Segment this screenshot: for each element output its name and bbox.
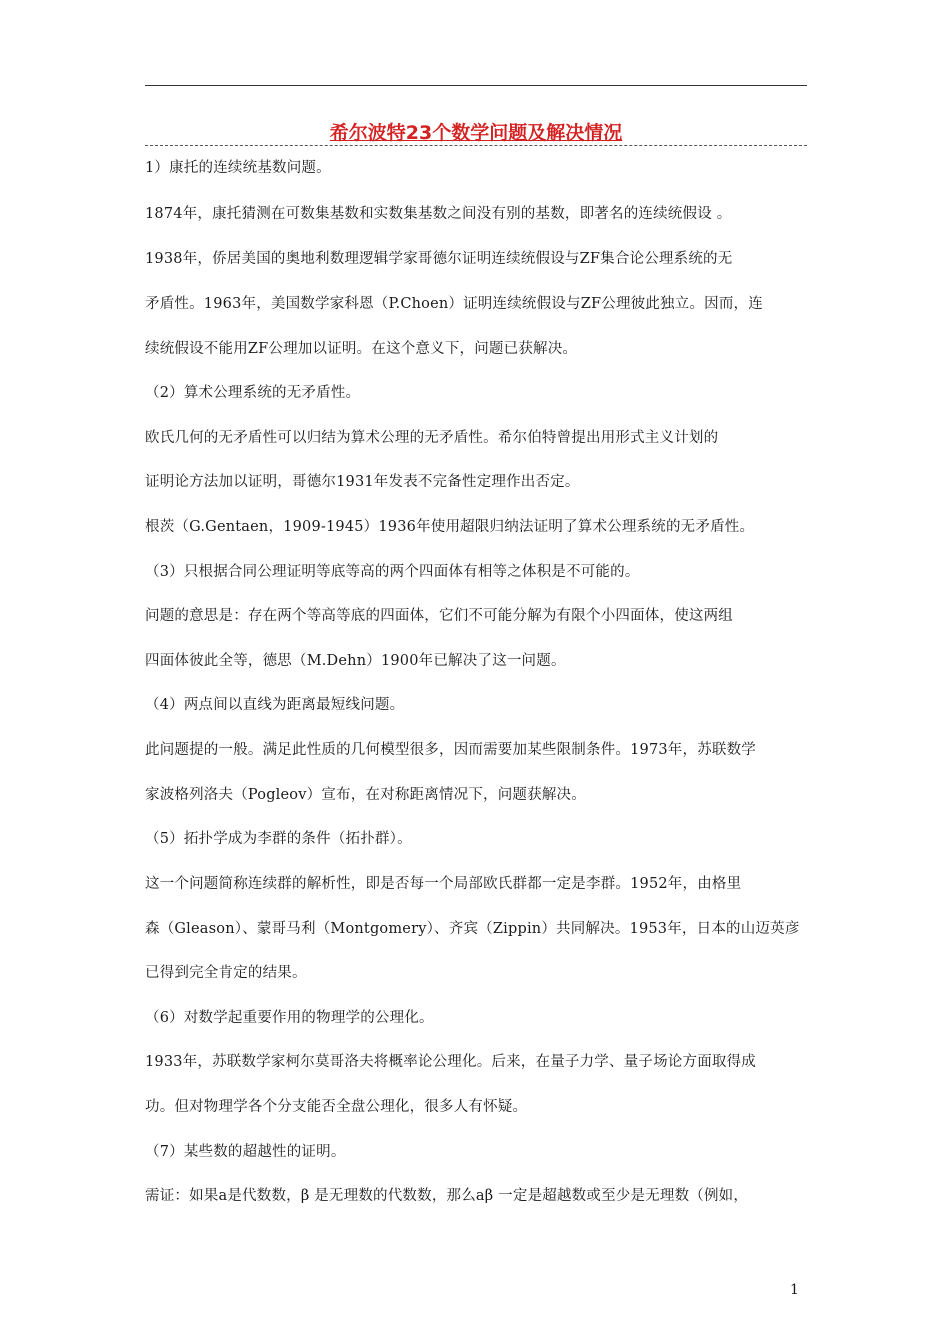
text-line: 1938年，侨居美国的奥地利数理逻辑学家哥德尔证明连续统假设与ZF集合论公理系统的无 [145,251,733,267]
text-line: 欧氏几何的无矛盾性可以归结为算术公理的无矛盾性。希尔伯特曾提出用形式主义计划的 [145,430,719,446]
text-line: （5）拓扑学成为李群的条件（拓扑群）。 [145,831,412,847]
text-line: （2）算术公理系统的无矛盾性。 [145,385,361,401]
text-line: 1933年，苏联数学家柯尔莫哥洛夫将概率论公理化。后来，在量子力学、量子场论方面取得成 [145,1054,756,1070]
text-line: （6）对数学起重要作用的物理学的公理化。 [145,1010,434,1026]
text-line: 证明论方法加以证明，哥德尔1931年发表不完备性定理作出否定。 [145,474,580,490]
text-line: 1874年，康托猜测在可数集基数和实数集基数之间没有别的基数，即著名的连续统假设 。 [145,206,732,222]
text-line: 这一个问题简称连续群的解析性，即是否每一个局部欧氏群都一定是李群。1952年，由格里 [145,876,742,892]
header-rule [145,85,807,86]
text-line: 家波格列洛夫（Pogleov）宣布，在对称距离情况下，问题获解决。 [145,787,586,803]
page-number: 1 [790,1282,799,1298]
text-line: 四面体彼此全等，德思（M.Dehn）1900年已解决了这一问题。 [145,653,566,669]
text-line: （4）两点间以直线为距离最短线问题。 [145,697,405,713]
text-line: 问题的意思是：存在两个等高等底的四面体，它们不可能分解为有限个小四面体，使这两组 [145,608,733,624]
document-title: 希尔波特23个数学问题及解决情况 [329,122,623,144]
text-line: 续统假设不能用ZF公理加以证明。在这个意义下，问题已获解决。 [145,341,578,357]
text-line: 森（Gleason）、蒙哥马利（Montgomery）、齐宾（Zippin）共同解决。1953年，日本的山迈英彦 [145,921,800,937]
text-line: （3）只根据合同公理证明等底等高的两个四面体有相等之体积是不可能的。 [145,564,640,580]
text-line: 已得到完全肯定的结果。 [145,965,307,981]
text-line: 需证：如果a是代数数，β 是无理数的代数数，那么aβ 一定是超越数或至少是无理数（例如， [145,1188,749,1204]
text-line: 1）康托的连续统基数问题。 [145,160,331,176]
text-line: 功。但对物理学各个分支能否全盘公理化，很多人有怀疑。 [145,1099,528,1115]
title-block [145,120,807,150]
text-line: 矛盾性。1963年，美国数学家科恩（P.Choen）证明连续统假设与ZF公理彼此独立。因而，连 [145,296,763,312]
text-line: （7）某些数的超越性的证明。 [145,1144,346,1160]
text-line: 根茨（G.Gentaen，1909-1945）1936年使用超限归纳法证明了算术公理系统的无矛盾性。 [145,519,755,535]
text-line: 此问题提的一般。满足此性质的几何模型很多，因而需要加某些限制条件。1973年，苏联数学 [145,742,756,758]
